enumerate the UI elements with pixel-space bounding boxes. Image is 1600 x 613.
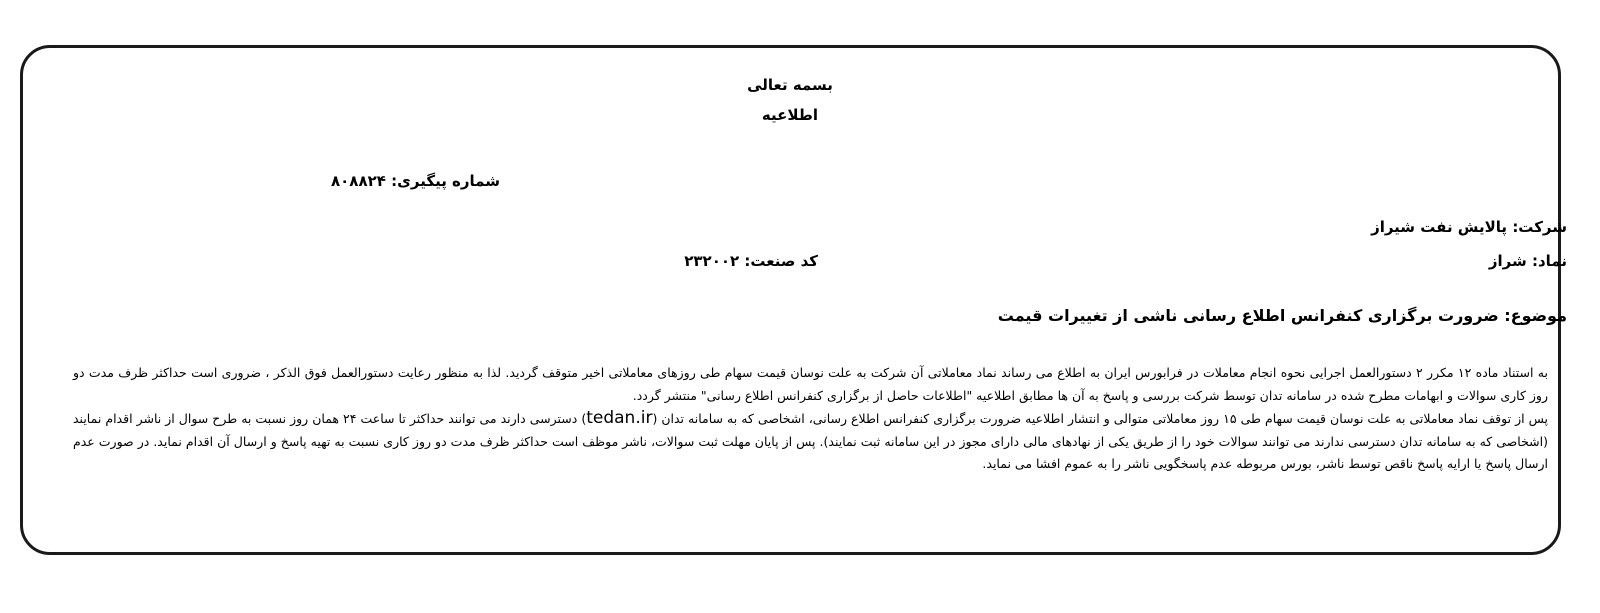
subject-text: ضرورت برگزاری کنفرانس اطلاع رسانی ناشی از تغییرات قیمت xyxy=(997,306,1499,325)
symbol-value: شراز xyxy=(1488,252,1527,270)
body-paragraph-2 xyxy=(73,407,1548,476)
company-line xyxy=(1371,218,1567,236)
heading-announcement: اطلاعیه xyxy=(761,106,819,124)
symbol-line xyxy=(1489,252,1567,270)
heading-bismillah: بسمه تعالی xyxy=(747,76,833,94)
industry-code-line xyxy=(684,252,818,270)
subject-line xyxy=(998,306,1567,325)
tracking-label: شماره پیگیری: xyxy=(391,172,500,190)
announcement-body xyxy=(73,362,1548,476)
body-paragraph-2-start: پس از توقف نماد معاملاتی به علت نوسان قیمت سهام طی ۱۵ روز معاملاتی متوالی و انتشار اطلاعیه ضرورت برگزاری کنفرانس اطلاع رسانی، اشخاصی که به سامانه تدان ( xyxy=(652,411,1549,426)
industry-code-label: کد صنعت: xyxy=(744,252,818,270)
tracking-number xyxy=(331,172,500,190)
company-label: شرکت: xyxy=(1512,218,1567,236)
body-paragraph-1: به استناد ماده ۱۲ مکرر ۲ دستورالعمل اجرایی نحوه انجام معاملات در فرابورس ایران به اطلاع می رساند نماد معاملاتی آن شرکت به علت نوسان قیمت سهام طی روزهای معاملاتی اخیر متوقف گردید. لذا به منظور رعایت دستورالعمل فوق الذکر ، ضروری است حداکثر ظرف مدت دو روز کاری سوالات و ابهامات مطرح شده در سامانه تدان توسط شرکت بررسی و پاسخ به آن ها مطابق اطلاعیه "اطلاعات حاصل از برگزاری کنفرانس اطلاع رسانی" منتشر گردد. xyxy=(73,365,1548,403)
industry-code-value: ۲۳۲۰۰۲ xyxy=(684,252,740,270)
tedan-website-text: tedan.ir xyxy=(586,408,653,428)
subject-label: موضوع: xyxy=(1504,306,1567,325)
tracking-value: ۸۰۸۸۲۴ xyxy=(330,172,386,190)
company-name: پالایش نفت شیراز xyxy=(1371,218,1508,236)
body-paragraph-2-end: ) دسترسی دارند می توانند حداکثر تا ساعت ۲۴ همان روز نسبت به طرح سوال از ناشر اقدام نمایند (اشخاصی که به سامانه تدان دسترسی ندارند می توانند سوالات خود را از طریق یکی از نهادهای مالی دارای مجوز در این سامانه ثبت نمایند). پس از پایان مهلت ثبت سوالات، ناشر موظف است حداکثر ظرف مدت دو روز کاری نسبت به تهیه پاسخ و ارسال آن اقدام نماید. در صورت عدم ارسال پاسخ یا ارایه پاسخ ناقص توسط ناشر، بورس مربوطه عدم پاسخگویی ناشر را به عموم افشا می نماید. xyxy=(73,411,1548,471)
symbol-label: نماد: xyxy=(1531,252,1567,270)
